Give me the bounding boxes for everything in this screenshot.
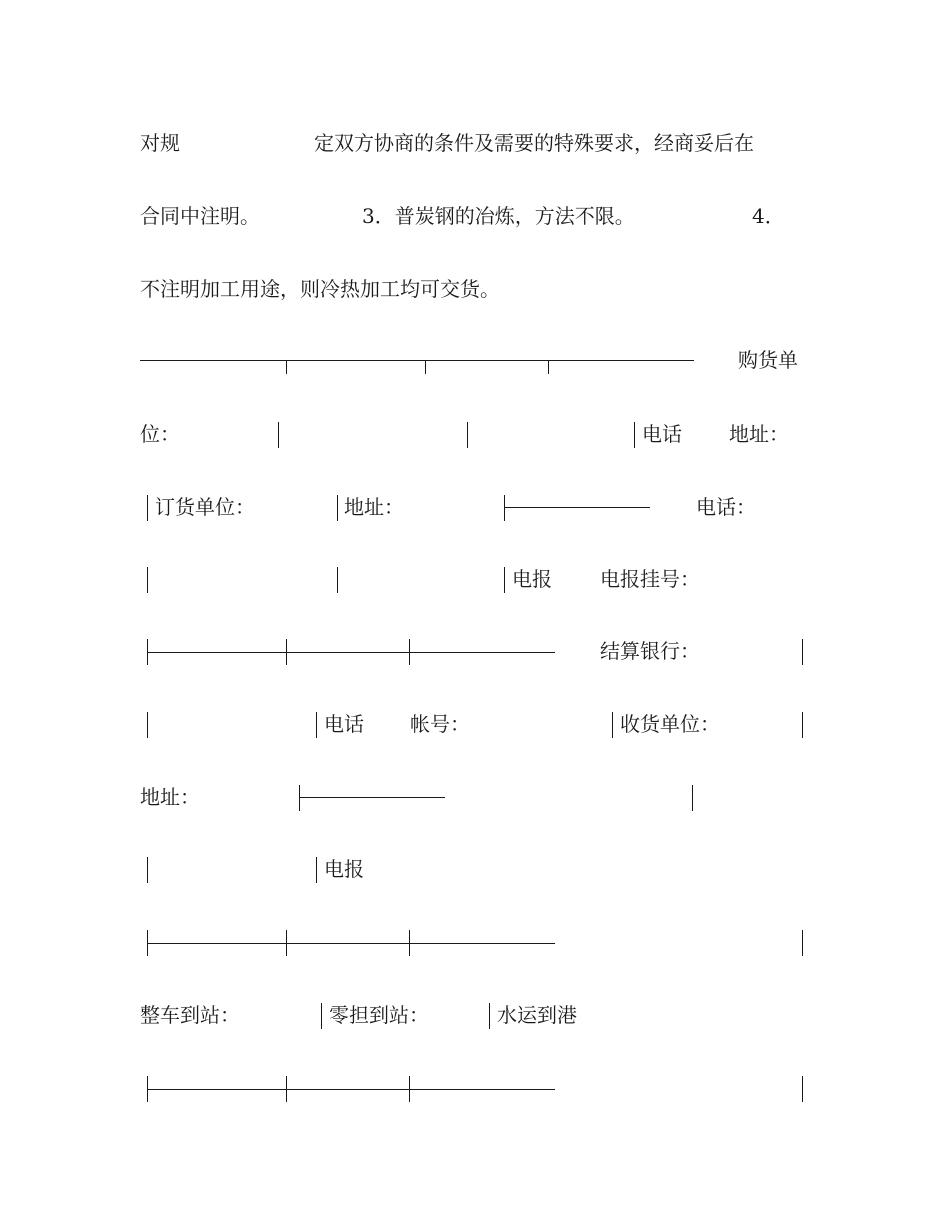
table-divider <box>299 785 300 811</box>
table-divider <box>634 422 635 448</box>
table-right-border <box>802 930 803 956</box>
table-divider <box>147 567 148 593</box>
table-divider <box>504 567 505 593</box>
label-address: 地址： <box>140 785 200 809</box>
label-full-car-station: 整车到站： <box>140 1003 240 1027</box>
label-water-transport-port: 水运到港 <box>497 1003 577 1027</box>
table-divider <box>425 360 426 374</box>
table-row-border <box>147 1089 555 1090</box>
table-divider <box>316 712 317 738</box>
table-divider <box>548 360 549 374</box>
table-divider <box>409 639 410 665</box>
table-divider <box>286 930 287 956</box>
label-phone: 电话 <box>642 422 682 446</box>
text-line2-start: 合同中注明。 <box>140 204 260 228</box>
table-divider <box>467 422 468 448</box>
label-account-number: 帐号： <box>410 712 470 736</box>
table-row-border <box>147 652 555 653</box>
table-right-border <box>802 712 803 738</box>
table-divider <box>692 785 693 811</box>
text-line1-start: 对规 <box>140 131 180 155</box>
label-receiving-unit: 收货单位： <box>620 712 720 736</box>
table-row-border <box>147 943 555 944</box>
label-phone: 电话： <box>696 495 756 519</box>
table-divider <box>286 639 287 665</box>
table-divider <box>504 495 505 521</box>
table-divider <box>409 930 410 956</box>
table-right-border <box>802 1076 803 1102</box>
label-settlement-bank: 结算银行： <box>600 639 700 663</box>
text-line1-rest: 定双方协商的条件及需要的特殊要求，经商妥后在 <box>314 131 754 155</box>
text-clause-3: 3．普炭钢的冶炼，方法不限。 <box>362 204 635 228</box>
table-top-border <box>140 360 694 361</box>
table-divider <box>337 567 338 593</box>
table-divider <box>316 857 317 883</box>
table-right-border <box>802 639 803 665</box>
label-telegram-code: 电报挂号： <box>600 567 700 591</box>
label-buyer-unit-end: 位： <box>140 422 180 446</box>
table-divider <box>286 360 287 374</box>
table-divider <box>489 1003 490 1029</box>
table-divider <box>337 495 338 521</box>
table-divider <box>147 495 148 521</box>
label-order-unit: 订货单位： <box>155 495 255 519</box>
label-telegram: 电报 <box>512 567 552 591</box>
table-divider <box>321 1003 322 1029</box>
label-telegram: 电报 <box>324 857 364 881</box>
table-divider <box>286 1076 287 1102</box>
table-divider <box>147 712 148 738</box>
label-phone: 电话 <box>324 712 364 736</box>
table-divider <box>612 712 613 738</box>
table-divider <box>278 422 279 448</box>
text-line3: 不注明加工用途，则冷热加工均可交货。 <box>140 277 500 301</box>
label-less-than-carload-station: 零担到站： <box>329 1003 429 1027</box>
table-row-border <box>504 507 650 508</box>
table-divider <box>409 1076 410 1102</box>
table-row-border <box>299 797 445 798</box>
label-address: 地址： <box>344 495 404 519</box>
text-clause-4-number: 4． <box>752 204 785 228</box>
table-divider <box>147 857 148 883</box>
label-address: 地址： <box>729 422 789 446</box>
label-buyer-unit-start: 购货单 <box>738 348 798 372</box>
